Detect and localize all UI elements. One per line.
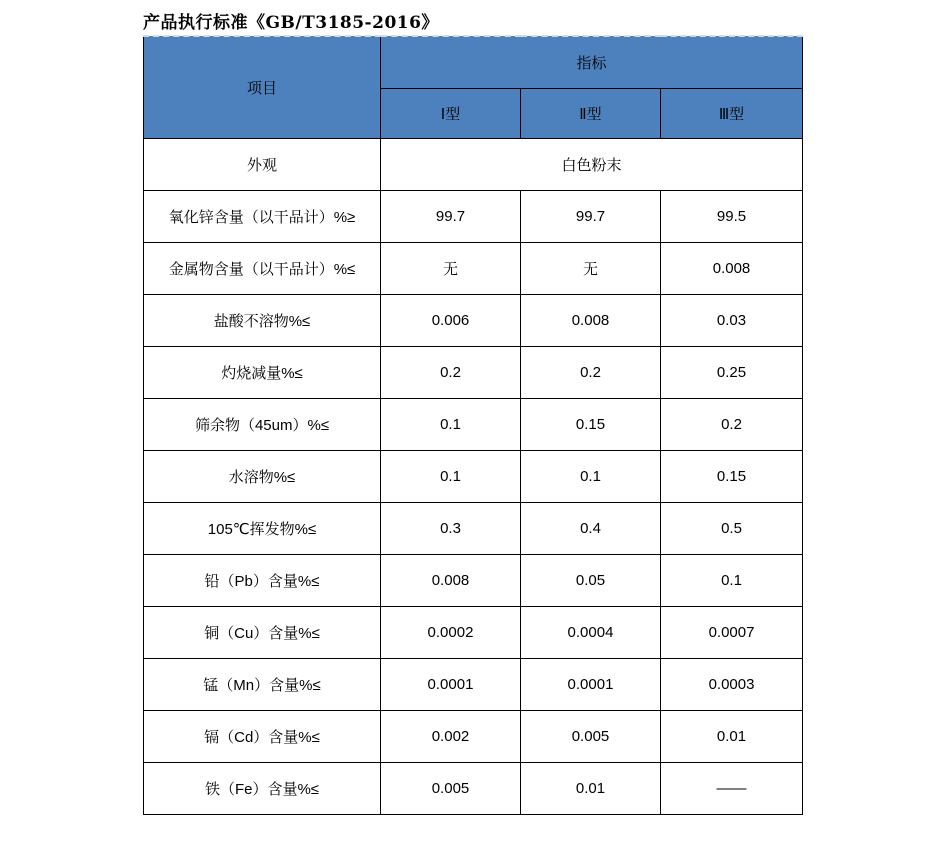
row-label: 铅（Pb）含量%≤ xyxy=(144,554,381,606)
row-label: 水溶物%≤ xyxy=(144,450,381,502)
row-value-1: 0.3 xyxy=(381,502,521,554)
row-value-1: 0.008 xyxy=(381,554,521,606)
row-value-2: 0.2 xyxy=(521,346,661,398)
header-cell-type-2: Ⅱ型 xyxy=(521,88,661,138)
table-row xyxy=(144,554,803,606)
row-label: 外观 xyxy=(144,138,381,190)
row-value-1: 0.005 xyxy=(381,762,521,814)
row-label: 盐酸不溶物%≤ xyxy=(144,294,381,346)
header-cell-index: 指标 xyxy=(381,36,803,88)
row-label: 铜（Cu）含量%≤ xyxy=(144,606,381,658)
row-value-3: —— xyxy=(661,762,803,814)
row-label: 氧化锌含量（以干品计）%≥ xyxy=(144,190,381,242)
table-row xyxy=(144,190,803,242)
row-value-3: 0.0007 xyxy=(661,606,803,658)
row-label: 灼烧减量%≤ xyxy=(144,346,381,398)
row-value-1: 0.002 xyxy=(381,710,521,762)
spec-table-header xyxy=(144,36,803,138)
table-row xyxy=(144,502,803,554)
row-value-2: 99.7 xyxy=(521,190,661,242)
row-value-2: 0.05 xyxy=(521,554,661,606)
table-row xyxy=(144,346,803,398)
row-label: 锰（Mn）含量%≤ xyxy=(144,658,381,710)
row-value-2: 0.0004 xyxy=(521,606,661,658)
table-row xyxy=(144,762,803,814)
row-value-3: 0.5 xyxy=(661,502,803,554)
row-value-2: 0.008 xyxy=(521,294,661,346)
spec-table-body xyxy=(144,138,803,190)
header-cell-type-1: Ⅰ型 xyxy=(381,88,521,138)
header-cell-item: 项目 xyxy=(144,36,381,138)
header-row-index xyxy=(144,36,803,88)
appearance-row xyxy=(144,138,803,190)
row-label: 筛余物（45um）%≤ xyxy=(144,398,381,450)
table-row xyxy=(144,658,803,710)
table-row xyxy=(144,242,803,294)
row-label: 镉（Cd）含量%≤ xyxy=(144,710,381,762)
appearance-value: 白色粉末 xyxy=(381,138,803,190)
row-value-1: 无 xyxy=(381,242,521,294)
row-value-3: 0.01 xyxy=(661,710,803,762)
row-value-1: 0.0002 xyxy=(381,606,521,658)
row-value-2: 0.0001 xyxy=(521,658,661,710)
row-value-1: 0.0001 xyxy=(381,658,521,710)
row-value-1: 99.7 xyxy=(381,190,521,242)
page-title: 产品执行标准《GB/T3185-2016》 xyxy=(143,13,439,33)
row-label: 金属物含量（以干品计）%≤ xyxy=(144,242,381,294)
row-value-3: 0.0003 xyxy=(661,658,803,710)
table-row xyxy=(144,606,803,658)
table-row xyxy=(144,710,803,762)
row-value-1: 0.006 xyxy=(381,294,521,346)
row-value-2: 0.005 xyxy=(521,710,661,762)
row-value-1: 0.1 xyxy=(381,450,521,502)
row-value-3: 0.1 xyxy=(661,554,803,606)
header-cell-type-3: Ⅲ型 xyxy=(661,88,803,138)
row-value-2: 0.15 xyxy=(521,398,661,450)
row-value-3: 0.25 xyxy=(661,346,803,398)
row-value-2: 0.4 xyxy=(521,502,661,554)
spec-rows-body xyxy=(144,190,803,814)
row-value-3: 99.5 xyxy=(661,190,803,242)
spec-table xyxy=(143,35,803,815)
row-value-1: 0.2 xyxy=(381,346,521,398)
table-row xyxy=(144,450,803,502)
table-row xyxy=(144,398,803,450)
row-value-3: 0.03 xyxy=(661,294,803,346)
row-value-3: 0.15 xyxy=(661,450,803,502)
table-row xyxy=(144,294,803,346)
row-value-1: 0.1 xyxy=(381,398,521,450)
row-label: 105℃挥发物%≤ xyxy=(144,502,381,554)
row-label: 铁（Fe）含量%≤ xyxy=(144,762,381,814)
row-value-2: 0.1 xyxy=(521,450,661,502)
row-value-2: 无 xyxy=(521,242,661,294)
row-value-2: 0.01 xyxy=(521,762,661,814)
row-value-3: 0.008 xyxy=(661,242,803,294)
row-value-3: 0.2 xyxy=(661,398,803,450)
